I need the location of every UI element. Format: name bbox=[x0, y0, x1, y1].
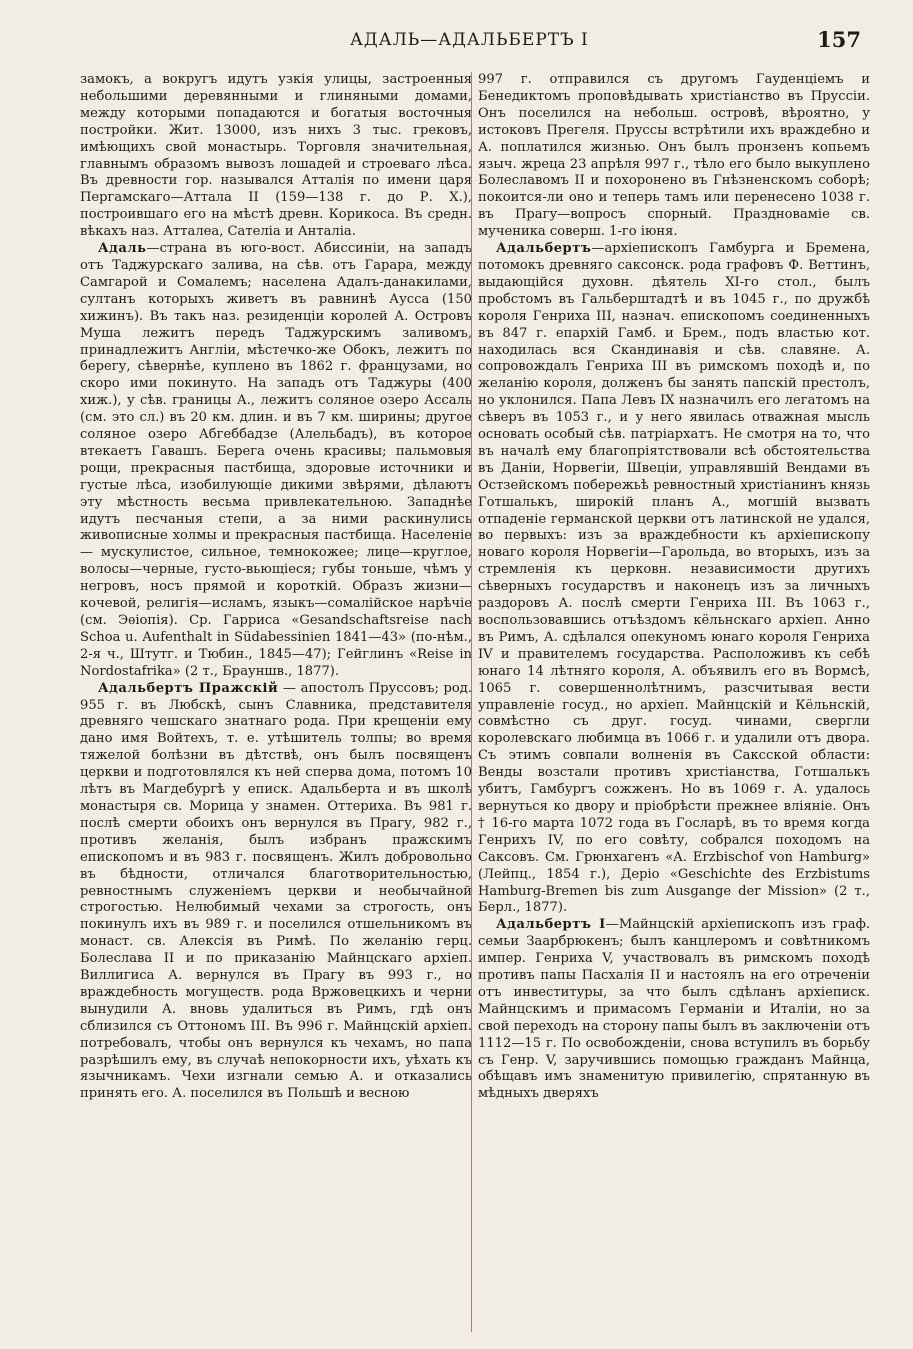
entry-text: 997 г. отправился съ другомъ Гауденціемъ и Бенедиктомъ проповѣдывать христіанство въ Пруссіи. Онъ поселился на небольш. островѣ, вѣроятно, у истоковъ Прегеля. Пруссы встрѣтили ихъ враждебно и А. поплатился жизнью. Онъ былъ пронзенъ копьемъ языч. жреца 23 апрѣля 997 г., тѣло его было выкуплено Болеславомъ II и похоронено въ Гнѣзненскомъ соборѣ; покоится-ли оно и теперь тамъ или перенесено 1038 г. въ Прагу—вопросъ спорный. Праздноваміе св. мученика соверш. 1-го іюня. bbox=[478, 72, 870, 240]
column-divider bbox=[471, 72, 472, 1332]
running-head bbox=[0, 27, 913, 56]
running-title: АДАЛЬ—АДАЛЬБЕРТЪ I bbox=[350, 30, 589, 50]
entry-headword: Адаль bbox=[98, 241, 147, 257]
entry-adalbert-prague-continued bbox=[478, 72, 870, 241]
entry-adalbert-i-mainz bbox=[478, 917, 870, 1103]
entry-text: —архіепископъ Гамбурга и Бремена, потомокъ древняго саксонск. рода графовъ Ф. Веттинъ, выдающійся духовн. дѣятель XI-го стол., былъ пробстомъ въ Гальберштадтѣ и въ 1045 г., по дружбѣ короля Генриха III, назнач. епископомъ соединенныхъ въ 847 г. епархій Гамб. и Брем., подъ властью кот. находилась вся Скандинавія и сѣв. славяне. А. сопровождалъ Генриха III въ римскомъ походѣ и, по желанію короля, долженъ бы занять папскій престолъ, но уклонился. Папа Левъ IX назначилъ его легатомъ на сѣверъ въ 1053 г., и у него явилась отважная мысль основать особый сѣв. патріархатъ. Не смотря на то, что въ началѣ ему благопріятствовали всѣ обстоятельства въ Даніи, Норвегіи, Швеціи, управлявшій Вендами въ Остзейскомъ поберeжьѣ ревностный христіанинъ князь Готшалькъ, широкій планъ А., могшій вызвать отпаденіе германской церкви отъ латинской не удался, во первыхъ: изъ за враждебности къ архіепископу новаго короля Норвегіи—Гарольда, во вторыхъ, изъ за стремленія къ церковн. независимости другихъ сѣверныхъ государствъ и наконецъ изъ за личныхъ раздоровъ А. послѣ смерти Генриха III. Въ 1063 г., воспользовавшись отъѣздомъ кёльнскаго архіеп. Анно въ Римъ, А. сдѣлался опекуномъ юнаго короля Генриха IV и правителемъ государства. Расположивъ къ себѣ юнаго 14 лѣтняго короля, А. объявилъ его въ Вормсѣ, 1065 г. совершеннолѣтнимъ, разсчитывая вести управленіе госуд., но архіеп. Майнцскій и Кёльнскій, совмѣстно съ друг. госуд. чинами, свергли королевскаго любимца въ 1066 г. и удалили отъ двора. Съ этимъ совпали волненія въ Саксской области: Венды возстали противъ христіанства, Готшалькъ убитъ, Гамбургъ сожженъ. Но въ 1069 г. А. удалось вернуться ко двору и пріобрѣсти прежнее вліяніе. Онъ † 16-го марта 1072 года въ Госларѣ, въ то время когда Генрихъ IV, по его совѣту, собрался походомъ на Саксовъ. См. Грюнхагенъ «A. Erzbischof von Hamburg» (Лейпц., 1854 г.), Дерiо «Geschichte des Erzbistums Hamburg-Bremen bis zum Ausgange der Mission» (2 т., Берл., 1877). bbox=[478, 241, 870, 916]
entry-text: замокъ, а вокругъ идутъ узкія улицы, застроенныя небольшими деревянными и глиняными домами, между которыми попадаются и богатыя восточныя постройки. Жит. 13000, изъ нихъ 3 тыс. грековъ, имѣющихъ свой монастырь. Торговля значительная, главнымъ образомъ вывозъ лошадей и строеваго лѣса. Въ древности гор. назывался Атталія по имени царя Пергамскаго—Аттала II (159—138 г. до Р. Х.), построившаго его на мѣстѣ древн. Корикоса. Въ средн. вѣкахъ наз. Атталеа, Сателіа и Анталіа. bbox=[80, 72, 472, 240]
entry-headword: Адальбертъ I bbox=[496, 917, 606, 933]
entry-adalbert-hamburg bbox=[478, 241, 870, 917]
entry-text: —страна въ юго-вост. Абиссиніи, на западъ отъ Таджурскаго залива, на сѣв. отъ Гарара, между Самгарой и Сомалемъ; населена Адалъ-данакилами, султанъ которыхъ живетъ въ равнинѣ Аусса (150 хижинъ). Въ такъ наз. резиденціи королей А. Островъ Муша лежитъ передъ Таджурскимъ заливомъ, принадлежитъ Англіи, мѣстечко-же Обокъ, лежитъ по берегу, сѣвернѣе, куплено въ 1862 г. французами, но скоро ими покинуто. На западъ отъ Таджуры (400 хиж.), у сѣв. границы А., лежитъ соляное озеро Ассаль (см. это сл.) въ 20 км. длин. и въ 7 км. ширины; другое соляное озеро Абгеббадзе (Алельбадъ), въ которое втекаетъ Гавашъ. Берега очень красивы; пальмовыя рощи, прекрасныя пастбища, здоровые источники и густые лѣса, изобилующіе дикими звѣрями, дѣлаютъ эту мѣстность весьма привлекательною. Западнѣе идутъ песчаныя степи, а за ними раскинулись живописные холмы и прекрасныя пастбища. Населеніе — мускулистое, сильное, темнокожее; лице—круглое, волосы—черные, густо-вьющіеся; губы тоньше, чѣмъ у негровъ, носъ прямой и короткій. Образъ жизни—кочевой, религія—исламъ, языкъ—сомалійское нарѣчіе (см. Эѳіопія). Ср. Гарриса «Gesandschaftsreise nach Schoa u. Aufenthalt in Südabessinien 1841—43» (по-нѣм., 2-я ч., Штутг. и Тюбин., 1845—47); Гейглинъ «Reise in Nordostafrika» (2 т., Брауншв., 1877). bbox=[80, 241, 472, 679]
entry-text: —Майнцскій архіепископъ изъ граф. семьи Заарбрюкенъ; былъ канцлеромъ и совѣтникомъ импер. Генриха V, участвовалъ въ римскомъ походѣ противъ папы Пасхалія II и настоялъ на его отреченіи отъ инвеституры, за что былъ сдѣланъ архіеписк. Майнцскимъ и примасомъ Германіи и Италіи, но за свой переходъ на сторону папы былъ въ заключеніи отъ 1112—15 г. По освобожденіи, снова вступилъ въ борьбу съ Генр. V, заручившись помощью гражданъ Майнца, обѣщавъ имъ знаменитую привилегію, спрятанную въ мѣдныхъ дверяхъ bbox=[478, 917, 870, 1102]
entry-headword: Адальбертъ Пражскій bbox=[98, 680, 279, 696]
right-column bbox=[478, 72, 870, 1103]
entry-text: — апостолъ Пруссовъ; род. 955 г. въ Любскѣ, сынъ Славника, представителя древняго чешскаго знатнаго рода. При крещеніи ему дано имя Войтехъ, т. е. утѣшитель толпы; во время тяжелой болѣзни въ дѣтствѣ, онъ былъ посвященъ церкви и подготовлялся къ ней сперва дома, потомъ 10 лѣтъ въ Магдебургѣ у епиcк. Адальберта и въ школѣ монастыря св. Морица у знамен. Оттериха. Въ 981 г. послѣ смерти обоихъ онъ вернулся въ Прагу, 982 г., противъ желанія, былъ избранъ пражскимъ епископомъ и въ 983 г. посвященъ. Жилъ добровольно въ бѣдности, отличался благотворительностью, ревностнымъ служеніемъ церкви и необычайной строгостью. Нелюбимый чехами за строгость, онъ покинулъ ихъ въ 989 г. и поселился отшельникомъ въ монаст. св. Алексія въ Римѣ. По желанію герц. Болеслава II и по приказанію Майнцскаго архіеп. Виллигиса А. вернулся въ Прагу въ 993 г., но враждебность могуществ. рода Вржовецкихъ и черни вынудили А. вновь удалиться въ Римъ, гдѣ онъ сблизился съ Оттономъ III. Въ 996 г. Майнцскій архіеп. потребовалъ, чтобы онъ вернулся къ чехамъ, но папа разрѣшилъ ему, въ случаѣ непокорности ихъ, уѣхать къ язычникамъ. Чехи изгнали семью А. и отказались принять его. А. поселился въ Польшѣ и весною bbox=[80, 680, 472, 1102]
entry-antalya-continued bbox=[80, 72, 472, 241]
entry-adalbert-prague bbox=[80, 681, 472, 1104]
left-column bbox=[80, 72, 472, 1103]
entry-headword: Адальбертъ bbox=[496, 241, 592, 257]
entry-adal bbox=[80, 241, 472, 681]
page-number: 157 bbox=[817, 27, 861, 52]
